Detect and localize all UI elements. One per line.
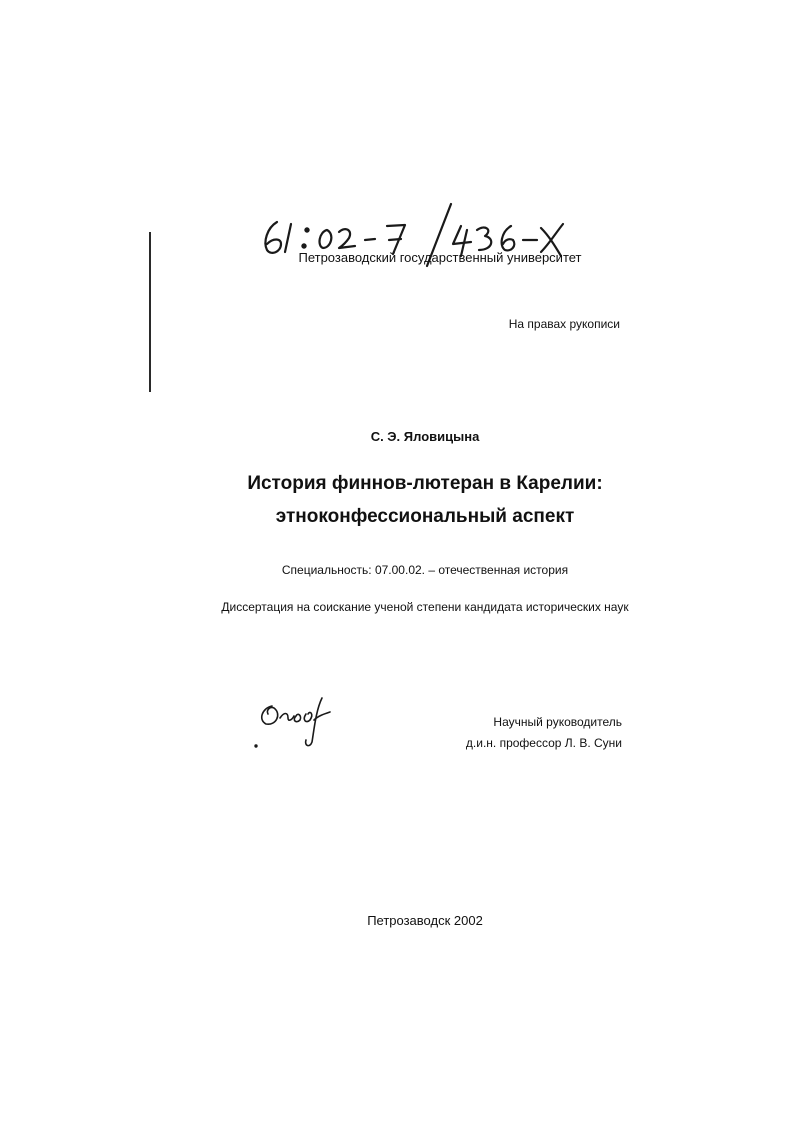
dissertation-title-line2: этноконфессиональный аспект xyxy=(275,506,575,527)
city-and-year: Петрозаводск 2002 xyxy=(367,913,483,928)
specialty-line: Специальность: 07.00.02. – отечественная история xyxy=(281,563,569,577)
dissertation-title-line1: История финнов-лютеран в Карелии: xyxy=(247,473,603,494)
handwritten-signature xyxy=(252,690,342,750)
supervisor-role: Научный руководитель xyxy=(493,715,622,729)
degree-statement: Диссертация на соискание ученой степени кандидата исторических наук xyxy=(221,600,629,614)
supervisor-name: д.и.н. профессор Л. В. Суни xyxy=(465,736,622,750)
supervisor-block xyxy=(466,712,622,754)
university-name: Петрозаводский государственный университет xyxy=(298,250,582,265)
rights-notice: На правах рукописи xyxy=(508,317,620,331)
author-name: С. Э. Яловицына xyxy=(370,429,480,444)
